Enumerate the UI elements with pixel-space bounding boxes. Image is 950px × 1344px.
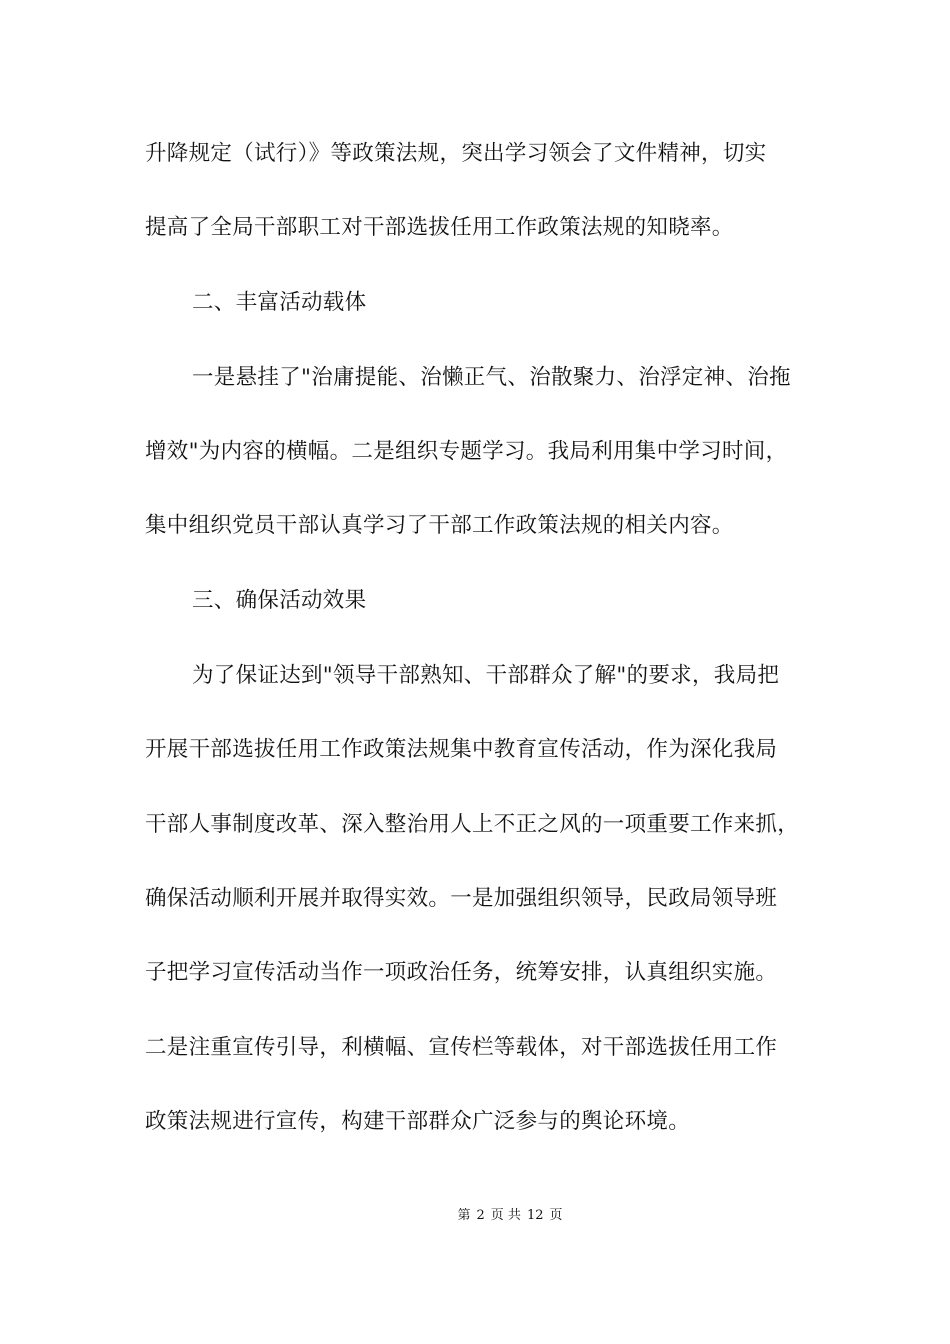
paragraph-line: 提高了全局干部职工对干部选拔任用工作政策法规的知晓率。 xyxy=(145,215,734,240)
paragraph-line: 升降规定（试行）》等政策法规，突出学习领会了文件精神，切实 xyxy=(145,141,767,166)
footer-total-pages: 12 xyxy=(526,1208,544,1223)
footer-current-page: 2 xyxy=(476,1208,485,1223)
section-heading: 二、丰富活动载体 xyxy=(192,290,367,315)
paragraph-line: 开展干部选拔任用工作政策法规集中教育宣传活动，作为深化我局 xyxy=(145,737,778,762)
footer-suffix: 页 xyxy=(549,1208,563,1223)
paragraph-line: 政策法规进行宣传，构建干部群众广泛参与的舆论环境。 xyxy=(145,1109,691,1134)
paragraph-line: 一是悬挂了"治庸提能、治懒正气、治散聚力、治浮定神、治拖 xyxy=(192,365,791,390)
paragraph-line: 子把学习宣传活动当作一项政治任务，统筹安排，认真组织实施。 xyxy=(145,960,778,985)
paragraph-line: 为了保证达到"领导干部熟知、干部群众了解"的要求，我局把 xyxy=(192,663,780,688)
page-footer xyxy=(0,1206,950,1226)
paragraph-line: 集中组织党员干部认真学习了干部工作政策法规的相关内容。 xyxy=(145,513,734,538)
footer-mid: 页 共 xyxy=(490,1208,521,1223)
paragraph-line: 二是注重宣传引导，利横幅、宣传栏等载体，对干部选拔任用工作 xyxy=(145,1035,778,1060)
paragraph-line: 确保活动顺利开展并取得实效。一是加强组织领导，民政局领导班 xyxy=(145,886,778,911)
paragraph-line: 干部人事制度改革、深入整治用人上不正之风的一项重要工作来抓， xyxy=(145,812,800,837)
footer-prefix: 第 xyxy=(457,1208,471,1223)
section-heading: 三、确保活动效果 xyxy=(192,588,367,613)
paragraph-line: 增效"为内容的横幅。二是组织专题学习。我局利用集中学习时间， xyxy=(145,439,788,464)
